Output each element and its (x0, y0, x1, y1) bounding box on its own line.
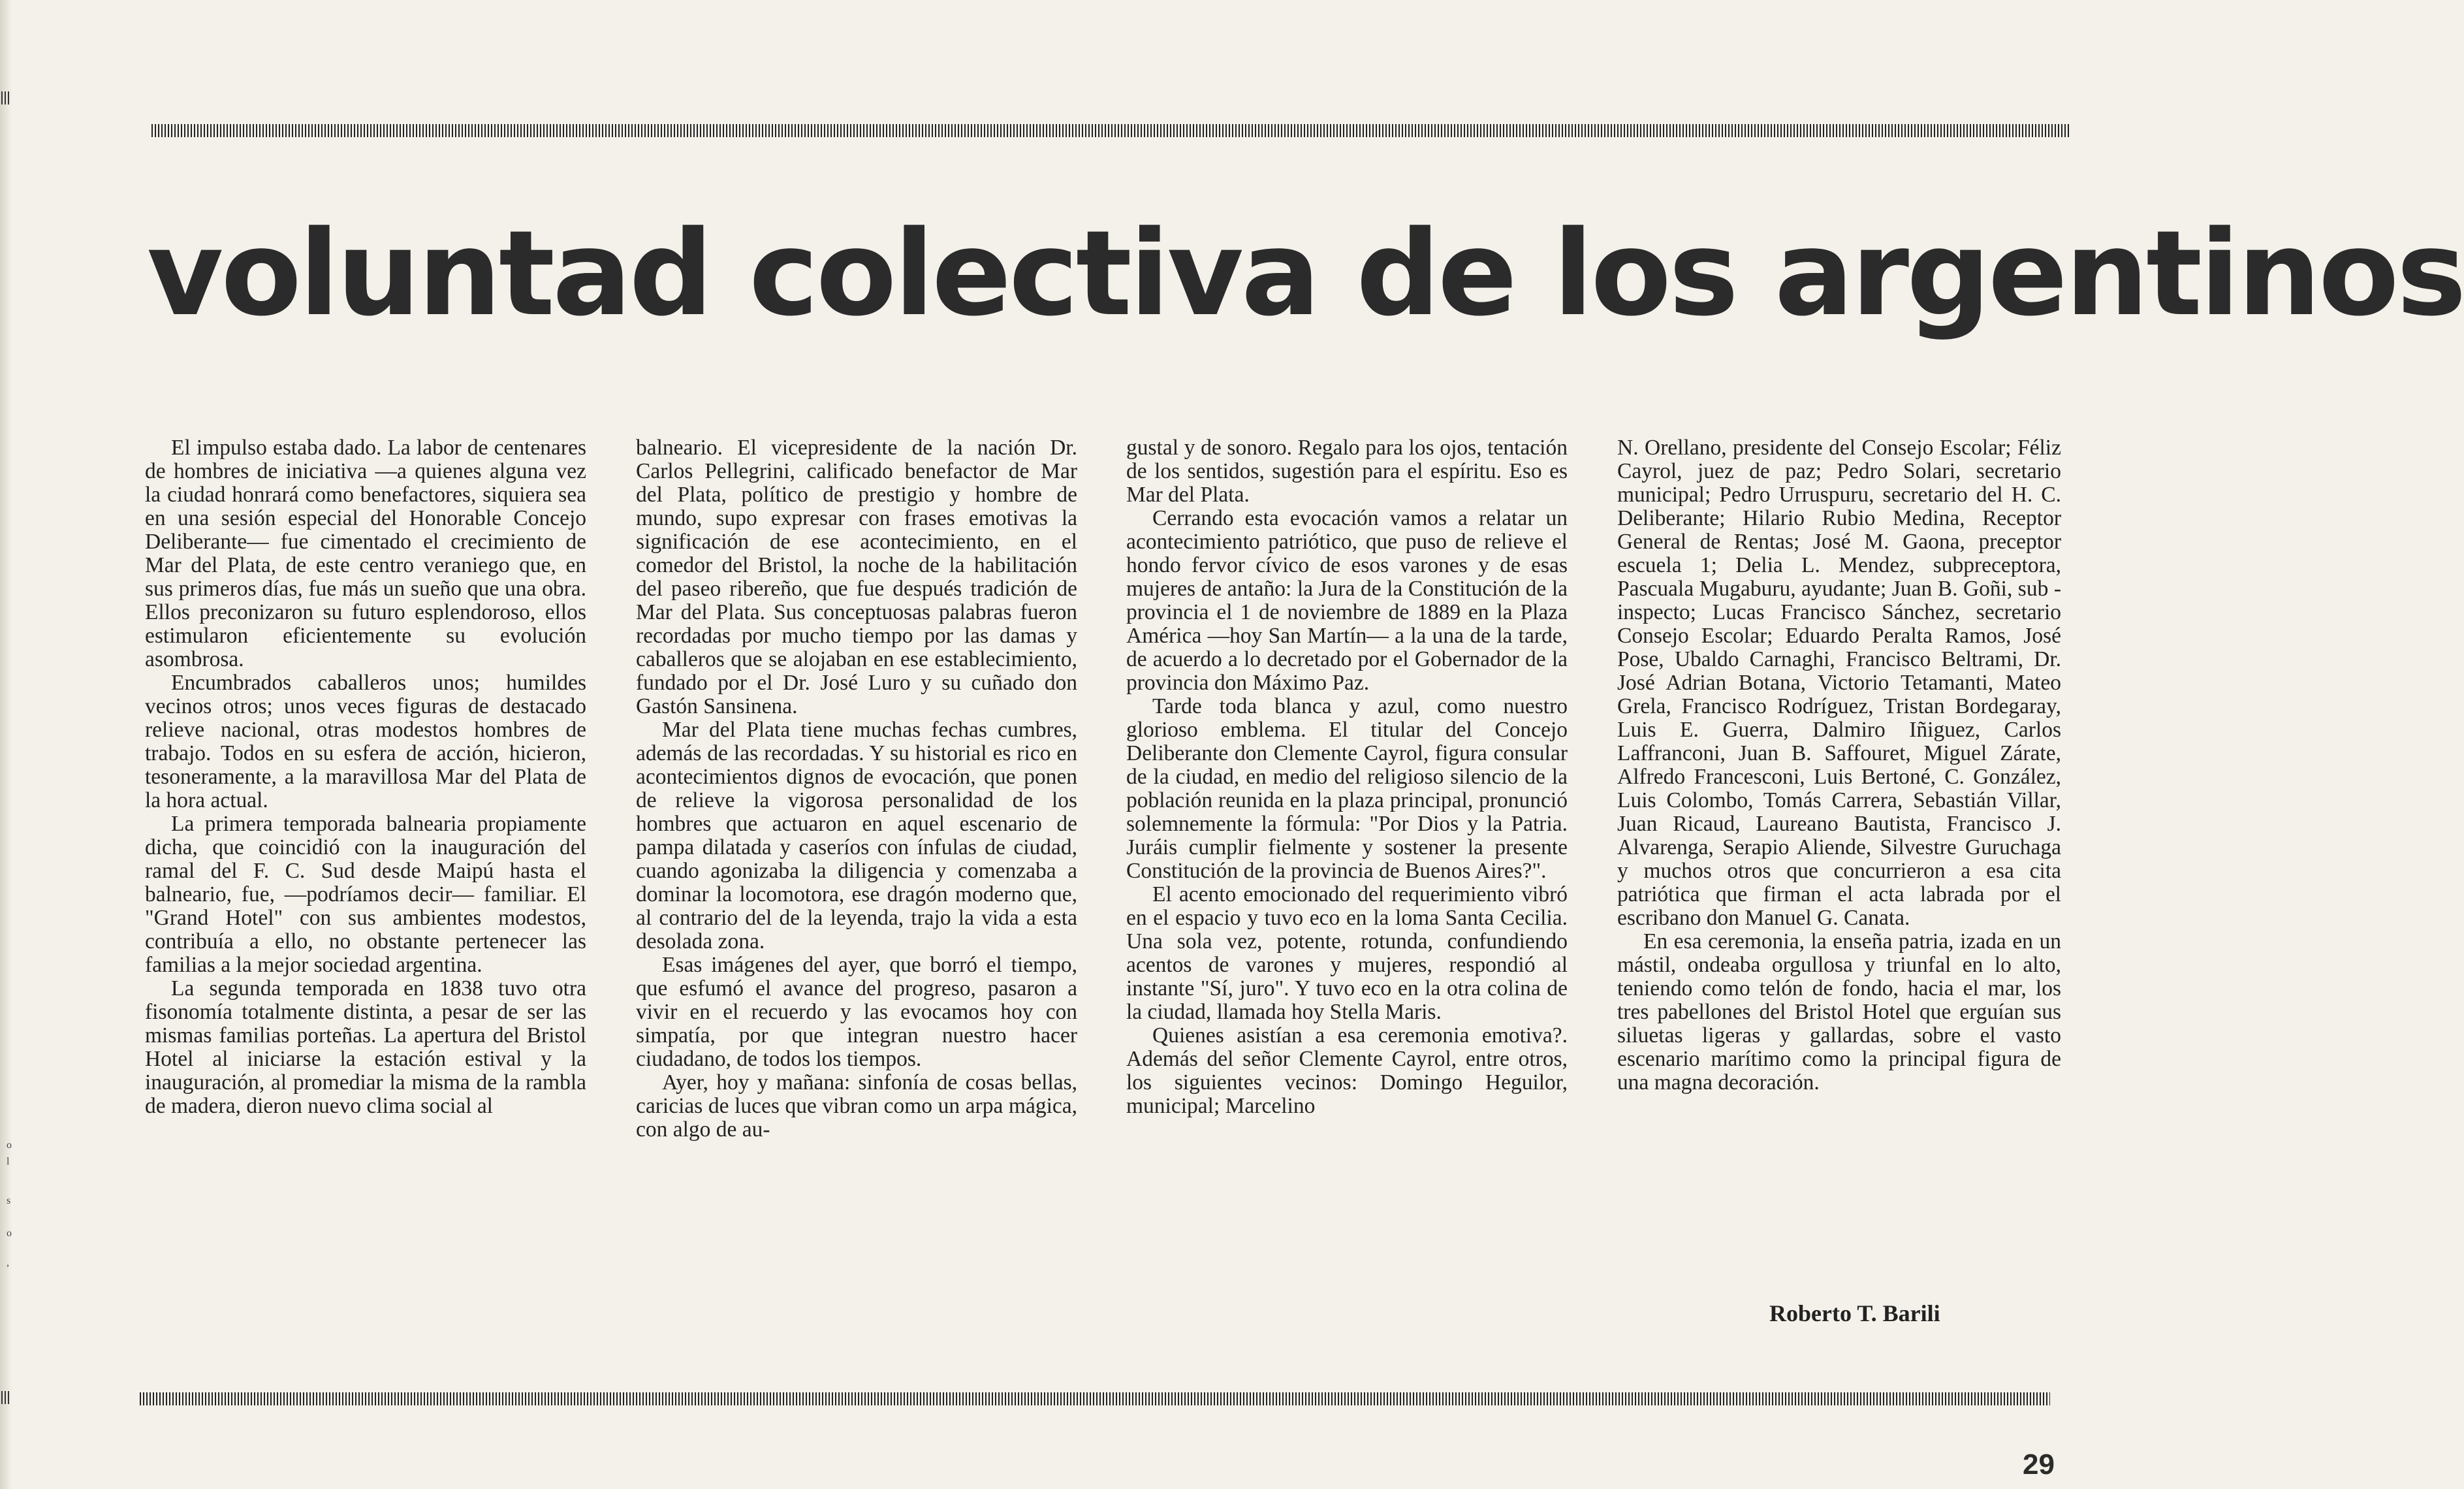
page-number: 29 (2023, 1449, 2055, 1481)
binding-edge (0, 0, 12, 1489)
paragraph: La segunda temporada en 1838 tuvo otra fisonomía totalmente distinta, a pesar de ser las mismas familias porteñas. La apertura del Bristol Hotel al iniciarse la estación estival y la inauguración, al promediar la misma de la rambla de madera, dieron nuevo clima social al (145, 976, 586, 1118)
paragraph: La primera temporada balnearia propiamente dicha, que coincidió con la inauguración del ramal del F. C. Sud desde Maipú hasta el balneario, fue, —podríamos decir— familiar. El "Grand Hotel" con sus ambientes modestos, contribuía a ello, no obstante pertenecer las familias a la mejor sociedad argentina. (145, 812, 586, 977)
article-column-4 (1617, 436, 2061, 1095)
paragraph: Cerrando esta evocación vamos a relatar un acontecimiento patriótico, que puso de relieve el hondo fervor cívico de esos varones y de esas mujeres de antaño: la Jura de la Constitución de la provincia el 1 de noviembre de 1889 en la Plaza América —hoy San Martín— a la una de la tarde, de acuerdo a lo decretado por el Gobernador de la provincia don Máximo Paz. (1126, 506, 1568, 695)
article-column-2 (636, 436, 1077, 1142)
paragraph-continued: balneario. El vicepresidente de la nación Dr. Carlos Pellegrini, calificado benefactor de Mar del Plata, político de prestigio y hombre de mundo, supo expresar con frases emotivas la significación de ese acontecimiento, en el comedor del Bristol, la noche de la habilitación del paseo ribereño, que fue después tradición de Mar del Plata. Sus conceptuosas palabras fueron recordadas por mucho tiempo por las damas y caballeros que se alojaban en ese establecimiento, fundado por el Dr. José Luro y su cuñado don Gastón Sansinena. (636, 436, 1077, 718)
paragraph: Quienes asistían a esa ceremonia emotiva?. Además del señor Clemente Cayrol, entre otros, los siguientes vecinos: Domingo Heguilor, municipal; Marcelino (1126, 1023, 1568, 1118)
paragraph: Ayer, hoy y mañana: sinfonía de cosas bellas, caricias de luces que vibran como un arpa mágica, con algo de au- (636, 1070, 1077, 1142)
paragraph: Tarde toda blanca y azul, como nuestro glorioso emblema. El titular del Concejo Deliberante don Clemente Cayrol, figura consular de la ciudad, en medio del religioso silencio de la población reunida en la plaza principal, pronunció solemnemente la fórmula: "Por Dios y la Patria. Juráis cumplir fielmente y sostener la presente Constitución de la provincia de Buenos Aires?". (1126, 694, 1568, 883)
headline: voluntad colectiva de los argentinos (147, 206, 2464, 342)
margin-glyph: l (7, 1156, 10, 1167)
margin-glyph: , (7, 1257, 9, 1268)
margin-glyph: o (7, 1228, 12, 1239)
paragraph: Encumbrados caballeros unos; humildes vecinos otros; unos veces figuras de destacado relieve nacional, otras modestos hombres de trabajo. Todos en su esfera de acción, hicieron, tesoneramente, a la maravillosa Mar del Plata de la hora actual. (145, 671, 586, 812)
margin-glyph: o (7, 1140, 12, 1151)
article-column-1 (145, 436, 586, 1118)
paragraph: Mar del Plata tiene muchas fechas cumbres, además de las recordadas. Y su historial es rico en acontecimientos dignos de evocación, que ponen de relieve la vigorosa personalidad de los hombres que actuaron en aquel escenario de pampa dilatada y caseríos con ínfulas de ciudad, cuando agonizaba la diligencia y comenzaba a dominar la locomotora, ese dragón moderno que, al contrario del de la leyenda, trajo la vida a esta desolada zona. (636, 718, 1077, 953)
bottom-decorative-rule (140, 1392, 2050, 1405)
top-decorative-rule (151, 124, 2070, 137)
paragraph: El acento emocionado del requerimiento vibró en el espacio y tuvo eco en la loma Santa Cecilia. Una sola vez, potente, rotunda, confundiendo acentos de varones y mujeres, respondió al instante "Sí, juro". Y tuvo eco en la otra colina de la ciudad, llamada hoy Stella Maris. (1126, 882, 1568, 1024)
paragraph: El impulso estaba dado. La labor de centenares de hombres de iniciativa —a quienes alguna vez la ciudad honrará como benefactores, siquiera sea en una sesión especial del Honorable Concejo Deliberante— fue cimentado el crecimiento de Mar del Plata, de este centro veraniego que, en sus primeros días, fue más un sueño que una obra. Ellos preconizaron su futuro esplendoroso, ellos estimularon eficientemente su evolución asombrosa. (145, 436, 586, 671)
author-byline: Roberto T. Barili (1769, 1300, 1940, 1326)
article-column-3 (1126, 436, 1568, 1118)
margin-glyph: s (7, 1195, 11, 1206)
paragraph-continued: gustal y de sonoro. Regalo para los ojos, tentación de los sentidos, sugestión para el espíritu. Eso es Mar del Plata. (1126, 436, 1568, 507)
edge-rule-mark-top (1, 91, 10, 104)
edge-rule-mark-bottom (1, 1391, 10, 1404)
paragraph-continued: N. Orellano, presidente del Consejo Escolar; Féliz Cayrol, juez de paz; Pedro Solari, secretario municipal; Pedro Urruspuru, secretario del H. C. Deliberante; Hilario Rubio Medina, Receptor General de Rentas; José M. Gaona, preceptor escuela 1; Delia L. Mendez, subpreceptora, Pascuala Mugaburu, ayudante; Juan B. Goñi, sub - inspecto; Lucas Francisco Sánchez, secretario Consejo Escolar; Eduardo Peralta Ramos, José Pose, Ubaldo Carnaghi, Francisco Beltrami, Dr. José Adrian Botana, Victorio Tetamanti, Mateo Grela, Francisco Rodríguez, Tristan Bordegaray, Luis E. Guerra, Dalmiro Iñiguez, Carlos Laffranconi, Juan B. Saffouret, Miguel Zárate, Alfredo Francesconi, Luis Bertoné, C. González, Luis Colombo, Tomás Carrera, Sebastián Villar, Juan Ricaud, Laureano Bautista, Francisco J. Alvarenga, Serapio Aliende, Silvestre Guruchaga y muchos otros que concurrieron a esa cita patriótica que firman el acta labrada por el escribano don Manuel G. Canata. (1617, 436, 2061, 930)
paragraph: Esas imágenes del ayer, que borró el tiempo, que esfumó el avance del progreso, pasaron a vivir en el recuerdo y las evocamos hoy con simpatía, por que integran nuestro hacer ciudadano, de todos los tiempos. (636, 953, 1077, 1071)
paragraph: En esa ceremonia, la enseña patria, izada en un mástil, ondeaba orgullosa y triunfal en lo alto, teniendo como telón de fondo, hacia el mar, los tres pabellones del Bristol Hotel que erguían sus siluetas ligeras y gallardas, sobre el vasto escenario marítimo como la principal figura de una magna decoración. (1617, 929, 2061, 1095)
